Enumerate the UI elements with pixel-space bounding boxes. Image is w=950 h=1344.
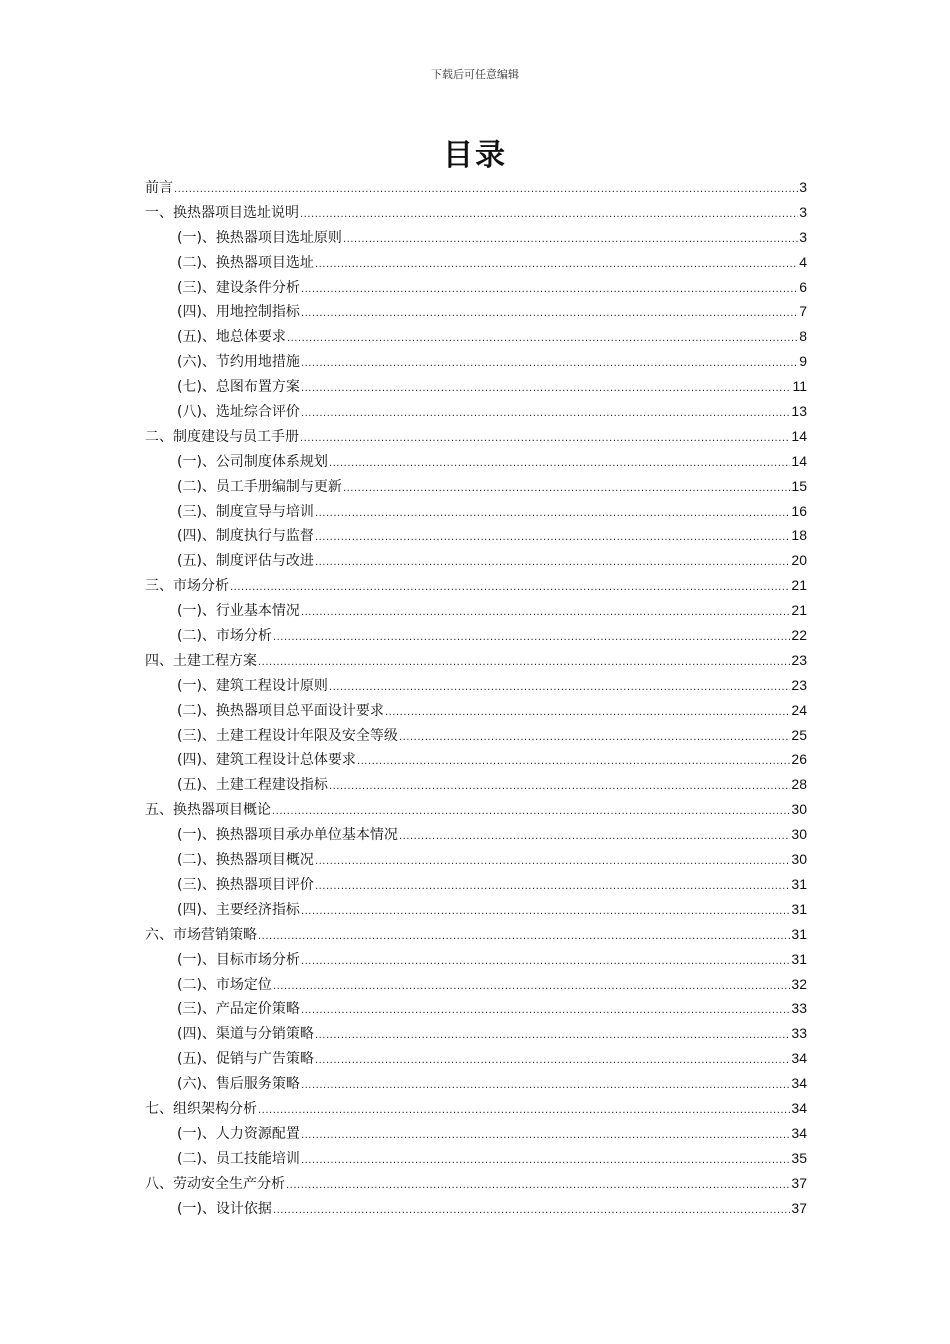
toc-entry-page: 33 <box>791 1025 807 1042</box>
toc-entry-title: (三)、土建工程设计年限及安全等级 <box>177 727 398 744</box>
toc-entry-page: 3 <box>799 203 807 220</box>
toc-entry[interactable] <box>145 523 807 548</box>
toc-entry-title: (一)、目标市场分析 <box>177 951 300 968</box>
toc-entry-page: 24 <box>791 701 807 718</box>
toc-entry[interactable] <box>145 225 807 250</box>
toc-entry-page: 37 <box>791 1199 807 1216</box>
toc-entry[interactable] <box>145 175 807 200</box>
toc-entry[interactable] <box>145 200 807 225</box>
toc-entry[interactable] <box>145 299 807 324</box>
toc-entry-page: 31 <box>791 900 807 917</box>
toc-entry-page: 25 <box>791 726 807 743</box>
toc-dot-leader <box>273 975 790 1000</box>
toc-entry[interactable] <box>145 947 807 972</box>
toc-entry[interactable] <box>145 573 807 598</box>
toc-entry-page: 31 <box>791 925 807 942</box>
toc-entry[interactable] <box>145 673 807 698</box>
toc-entry[interactable] <box>145 972 807 997</box>
toc-entry-page: 37 <box>791 1174 807 1191</box>
toc-entry-title: (四)、制度执行与监督 <box>177 528 314 545</box>
toc-entry-page: 14 <box>791 452 807 469</box>
toc-entry-title: (二)、换热器项目概况 <box>177 852 314 869</box>
toc-entry[interactable] <box>145 897 807 922</box>
toc-entry[interactable] <box>145 1146 807 1171</box>
toc-dot-leader <box>385 701 790 726</box>
toc-entry-page: 30 <box>791 801 807 818</box>
toc-dot-leader <box>315 1024 790 1049</box>
toc-entry-title: (六)、节约用地措施 <box>177 354 300 371</box>
toc-dot-leader <box>273 626 790 651</box>
toc-entry[interactable] <box>145 747 807 772</box>
toc-dot-leader <box>315 551 790 576</box>
toc-entry-title: (四)、主要经济指标 <box>177 901 300 918</box>
toc-entry-title: (一)、建筑工程设计原则 <box>177 677 328 694</box>
toc-entry[interactable] <box>145 847 807 872</box>
toc-entry-title: 二、制度建设与员工手册 <box>145 428 299 445</box>
toc-entry-page: 16 <box>791 502 807 519</box>
toc-entry[interactable] <box>145 772 807 797</box>
toc-entry[interactable] <box>145 1071 807 1096</box>
toc-dot-leader <box>174 178 798 203</box>
toc-entry-title: 七、组织架构分析 <box>145 1100 257 1117</box>
toc-entry-page: 3 <box>799 179 807 195</box>
toc-entry-title: 前言 <box>145 180 173 196</box>
toc-entry-title: (一)、人力资源配置 <box>177 1125 300 1142</box>
toc-entry-page: 11 <box>792 378 807 395</box>
toc-entry[interactable] <box>145 723 807 748</box>
toc-entry-title: (四)、建筑工程设计总体要求 <box>177 752 356 769</box>
toc-dot-leader <box>315 253 798 278</box>
toc-entry-title: (三)、制度宣导与培训 <box>177 503 314 520</box>
toc-dot-leader <box>301 900 790 925</box>
toc-entry-page: 4 <box>799 253 807 270</box>
toc-entry[interactable] <box>145 374 807 399</box>
toc-entry-title: 三、市场分析 <box>145 578 229 595</box>
toc-dot-leader <box>301 377 792 402</box>
toc-entry-page: 21 <box>791 602 807 619</box>
toc-entry-page: 34 <box>791 1099 807 1116</box>
toc-entry[interactable] <box>145 449 807 474</box>
toc-entry-page: 20 <box>791 552 807 569</box>
toc-entry-page: 23 <box>791 651 807 668</box>
toc-dot-leader <box>301 302 798 327</box>
toc-entry-title: (五)、促销与广告策略 <box>177 1051 314 1068</box>
table-of-contents <box>145 175 807 1220</box>
toc-entry-title: 四、土建工程方案 <box>145 652 257 669</box>
toc-entry[interactable] <box>145 349 807 374</box>
toc-entry-page: 28 <box>791 776 807 793</box>
toc-dot-leader <box>357 750 790 775</box>
toc-dot-leader <box>329 676 790 701</box>
toc-entry-title: (二)、员工手册编制与更新 <box>177 478 342 495</box>
toc-dot-leader <box>273 1199 790 1224</box>
toc-dot-leader <box>343 228 798 253</box>
toc-entry[interactable] <box>145 822 807 847</box>
toc-entry-title: (四)、渠道与分销策略 <box>177 1026 314 1043</box>
toc-entry-page: 13 <box>791 403 807 420</box>
toc-entry-title: (二)、员工技能培训 <box>177 1150 300 1167</box>
toc-entry-title: (五)、地总体要求 <box>177 329 286 346</box>
toc-entry[interactable] <box>145 872 807 897</box>
toc-entry[interactable] <box>145 424 807 449</box>
toc-dot-leader <box>329 775 790 800</box>
toc-entry-title: 五、换热器项目概论 <box>145 802 271 819</box>
toc-entry[interactable] <box>145 922 807 947</box>
toc-entry-title: (八)、选址综合评价 <box>177 404 300 421</box>
toc-entry-title: (二)、市场分析 <box>177 628 272 645</box>
toc-entry-title: (二)、换热器项目总平面设计要求 <box>177 702 384 719</box>
toc-entry-title: 八、劳动安全生产分析 <box>145 1175 285 1192</box>
toc-dot-leader <box>230 576 790 601</box>
toc-dot-leader <box>258 651 790 676</box>
toc-entry[interactable] <box>145 698 807 723</box>
toc-entry-page: 3 <box>799 228 807 245</box>
toc-entry-page: 15 <box>791 477 807 494</box>
toc-dot-leader <box>399 726 790 751</box>
toc-dot-leader <box>301 1124 790 1149</box>
toc-entry[interactable] <box>145 1046 807 1071</box>
toc-dot-leader <box>286 1174 790 1199</box>
toc-entry-page: 35 <box>791 1149 807 1166</box>
toc-entry-page: 31 <box>791 950 807 967</box>
page-header: 下载后可任意编辑 <box>431 68 519 81</box>
toc-entry-page: 34 <box>791 1124 807 1141</box>
toc-entry-page: 23 <box>791 676 807 693</box>
toc-entry-page: 34 <box>791 1050 807 1067</box>
toc-entry[interactable] <box>145 996 807 1021</box>
toc-entry-page: 26 <box>791 751 807 768</box>
toc-entry-title: (二)、换热器项目选址 <box>177 254 314 271</box>
toc-dot-leader <box>399 825 790 850</box>
toc-entry-page: 34 <box>791 1075 807 1092</box>
toc-entry-page: 32 <box>791 975 807 992</box>
toc-dot-leader <box>272 800 790 825</box>
toc-dot-leader <box>301 352 798 377</box>
toc-dot-leader <box>315 850 790 875</box>
toc-entry[interactable] <box>145 1171 807 1196</box>
toc-entry[interactable] <box>145 548 807 573</box>
toc-entry-title: (七)、总图布置方案 <box>177 379 300 396</box>
toc-dot-leader <box>258 1099 790 1124</box>
toc-entry-page: 6 <box>799 278 807 295</box>
toc-entry-page: 7 <box>799 303 807 320</box>
toc-dot-leader <box>287 327 798 352</box>
toc-entry[interactable] <box>145 1196 807 1221</box>
toc-entry-title: (三)、建设条件分析 <box>177 279 300 296</box>
toc-dot-leader <box>315 526 790 551</box>
toc-entry[interactable] <box>145 648 807 673</box>
toc-entry[interactable] <box>145 499 807 524</box>
toc-entry[interactable] <box>145 324 807 349</box>
toc-entry-page: 8 <box>799 328 807 345</box>
toc-dot-leader <box>300 427 790 452</box>
toc-entry-title: (二)、市场定位 <box>177 976 272 993</box>
toc-entry-title: 一、换热器项目选址说明 <box>145 204 299 221</box>
toc-entry-page: 14 <box>791 427 807 444</box>
toc-dot-leader <box>315 875 790 900</box>
toc-dot-leader <box>301 601 790 626</box>
toc-dot-leader <box>315 1049 790 1074</box>
toc-dot-leader <box>258 925 790 950</box>
toc-entry-title: (一)、设计依据 <box>177 1200 272 1217</box>
toc-entry-page: 18 <box>791 527 807 544</box>
toc-dot-leader <box>300 203 798 228</box>
toc-entry[interactable] <box>145 598 807 623</box>
toc-dot-leader <box>301 278 798 303</box>
toc-dot-leader <box>301 950 790 975</box>
toc-entry-title: (一)、换热器项目选址原则 <box>177 229 342 246</box>
toc-entry-page: 30 <box>791 851 807 868</box>
toc-entry-title: (三)、产品定价策略 <box>177 1001 300 1018</box>
toc-entry[interactable] <box>145 623 807 648</box>
toc-entry-title: 六、市场营销策略 <box>145 926 257 943</box>
toc-entry[interactable] <box>145 250 807 275</box>
toc-entry[interactable] <box>145 1096 807 1121</box>
toc-entry[interactable] <box>145 797 807 822</box>
toc-dot-leader <box>301 999 790 1024</box>
toc-entry[interactable] <box>145 1021 807 1046</box>
toc-dot-leader <box>301 1149 790 1174</box>
toc-entry-title: (一)、行业基本情况 <box>177 603 300 620</box>
toc-entry-page: 33 <box>791 1000 807 1017</box>
toc-entry-title: (六)、售后服务策略 <box>177 1076 300 1093</box>
toc-entry-title: (三)、换热器项目评价 <box>177 876 314 893</box>
toc-entry-title: (四)、用地控制指标 <box>177 304 300 321</box>
toc-dot-leader <box>329 452 790 477</box>
page-title: 目录 <box>443 138 507 173</box>
toc-dot-leader <box>301 1074 790 1099</box>
toc-entry-title: (一)、公司制度体系规划 <box>177 453 328 470</box>
toc-entry-page: 30 <box>791 826 807 843</box>
toc-entry-page: 31 <box>791 875 807 892</box>
toc-dot-leader <box>301 402 790 427</box>
toc-entry-page: 21 <box>791 577 807 594</box>
toc-entry-page: 22 <box>791 627 807 644</box>
toc-entry-title: (五)、制度评估与改进 <box>177 553 314 570</box>
toc-entry-page: 9 <box>799 353 807 370</box>
toc-entry-title: (一)、换热器项目承办单位基本情况 <box>177 827 398 844</box>
toc-entry[interactable] <box>145 399 807 424</box>
toc-entry[interactable] <box>145 474 807 499</box>
toc-dot-leader <box>343 477 790 502</box>
toc-dot-leader <box>315 502 790 527</box>
toc-entry-title: (五)、土建工程建设指标 <box>177 777 328 794</box>
toc-entry[interactable] <box>145 1121 807 1146</box>
toc-entry[interactable] <box>145 275 807 300</box>
